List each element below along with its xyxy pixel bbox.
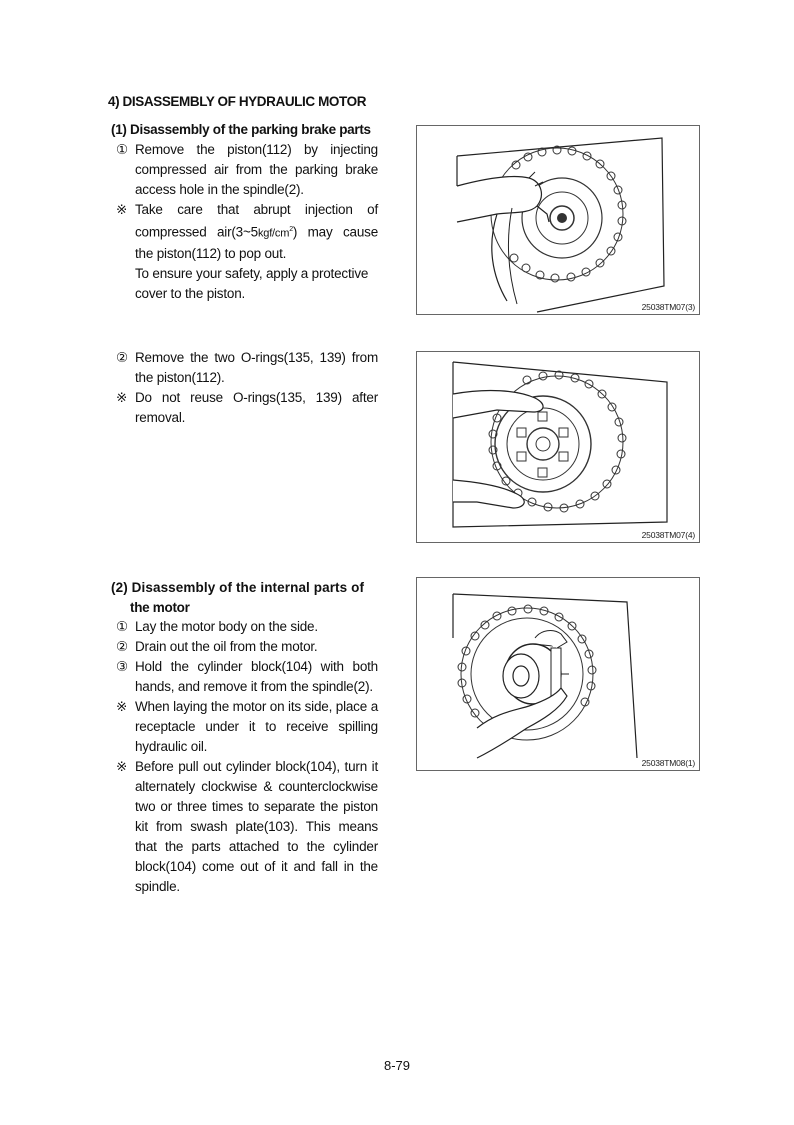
figure-caption: 25038TM07(4) (641, 530, 695, 540)
subsection-1-steps-2 (116, 348, 378, 428)
note-marker: ※ (116, 699, 128, 714)
step-3 (116, 657, 378, 697)
subsection-2-title: (2) Disassembly of the internal parts of the motor (111, 580, 365, 615)
note-text: Take care that abrupt injection of compressed $air(3\sim 5kgf/cm^2)$ may cause the piston(112) to pop out. (135, 202, 378, 261)
step-1 (116, 140, 378, 200)
step-2 (116, 348, 378, 388)
step-text: Hold the cylinder block(104) with both hands, and remove it from the spindle(2). (135, 659, 378, 694)
subsection-1-title: (1) Disassembly of the parking brake parts (111, 122, 371, 137)
note-marker: ※ (116, 390, 128, 405)
caution-note (116, 200, 378, 304)
note-text: When laying the motor on its side, place a receptacle under it to receive spilling hydraulic oil. (135, 699, 378, 754)
figure-illustration (417, 126, 699, 314)
subsection-1-steps (116, 140, 378, 304)
step-text: Remove the two O-rings(135, 139) from the piston(112). (135, 350, 378, 385)
figure-oring-removal (416, 351, 700, 543)
note-text: Before pull out cylinder block(104), turn it alternately clockwise & counterclockwise two or three times to separate the piston kit from swash plate(103). This means that the parts attached to the cylinder block(104) come out of it and fall in the spindle. (135, 759, 378, 894)
subsection-2-steps (116, 617, 378, 897)
step-marker: ② (116, 639, 128, 654)
step-marker: ② (116, 350, 128, 365)
step-text: Lay the motor body on the side. (135, 619, 318, 634)
figure-illustration (417, 578, 699, 770)
figure-caption: 25038TM07(3) (641, 302, 695, 312)
caution-note (116, 388, 378, 428)
figure-illustration (417, 352, 699, 542)
figure-piston-removal (416, 125, 700, 315)
caution-note (116, 757, 378, 897)
note-marker: ※ (116, 202, 128, 217)
figure-cylinder-block-removal (416, 577, 700, 771)
step-text: Drain out the oil from the motor. (135, 639, 318, 654)
note-marker: ※ (116, 759, 128, 774)
step-marker: ① (116, 619, 128, 634)
section-heading: 4) DISASSEMBLY OF HYDRAULIC MOTOR (108, 94, 367, 109)
caution-note (116, 697, 378, 757)
step-marker: ③ (116, 659, 128, 674)
note-extra: To ensure your safety, apply a protective cover to the piston. (135, 265, 369, 301)
figure-caption: 25038TM08(1) (641, 758, 695, 768)
step-2 (116, 637, 378, 657)
note-text: Do not reuse O-rings(135, 139) after removal. (135, 390, 378, 425)
step-text: Remove the piston(112) by injecting compressed air from the parking brake access hole in the spindle(2). (135, 142, 378, 197)
page-number: 8-79 (383, 1058, 411, 1073)
step-1 (116, 617, 378, 637)
step-marker: ① (116, 142, 128, 157)
